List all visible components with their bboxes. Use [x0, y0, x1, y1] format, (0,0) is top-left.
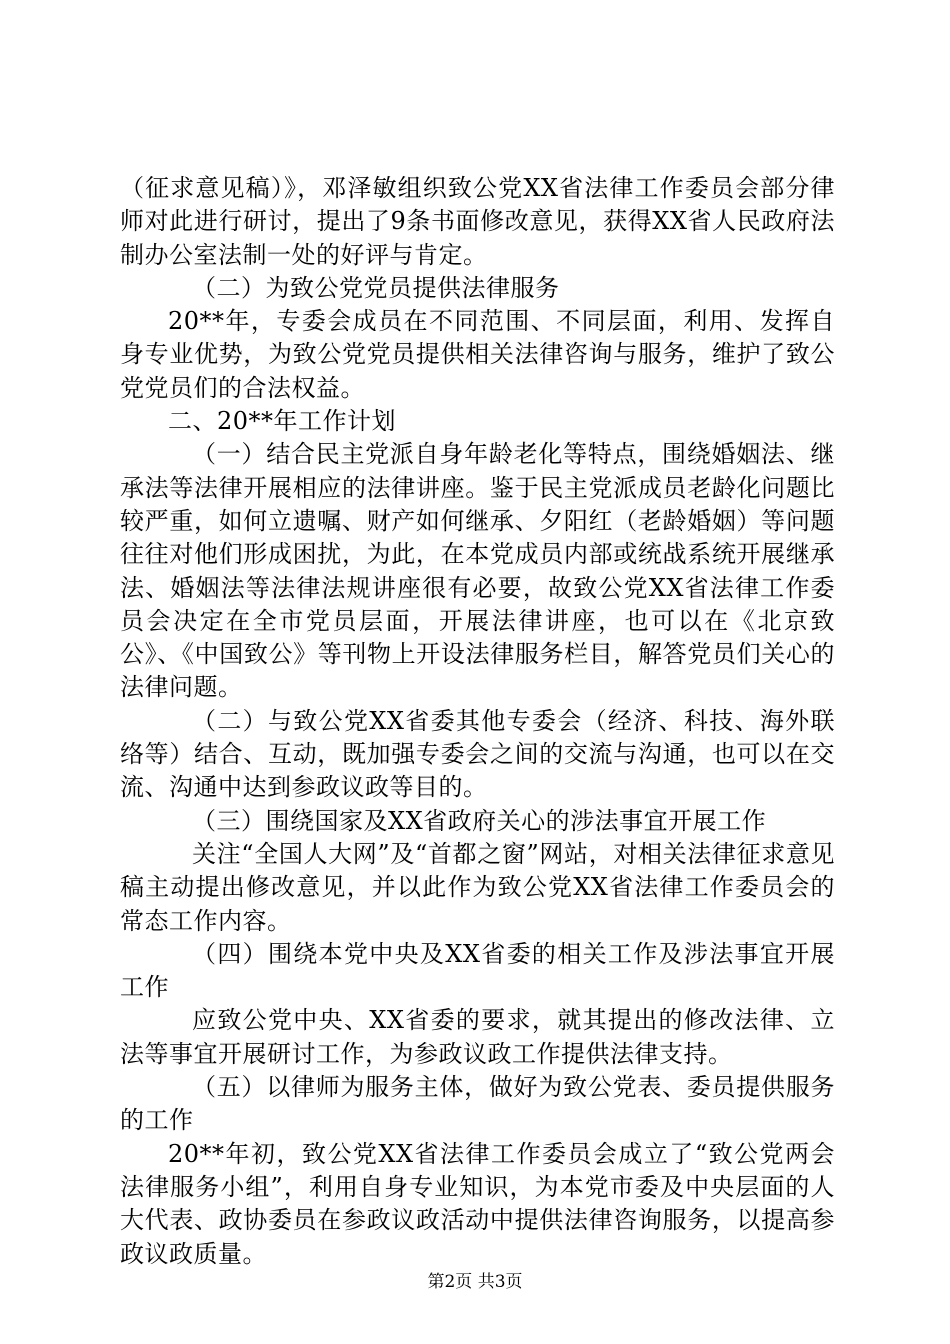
paragraph-continuation: （征求意见稿）》，邓泽敏组织致公党XX省法律工作委员会部分律师对此进行研讨，提出了9条书面修改意见，获得XX省人民政府法制办公室法制一处的好评与肯定。 [120, 174, 835, 269]
section-heading-legal-services: （二）为致公党党员提供法律服务 [192, 273, 560, 302]
subheading: （五）以律师为服务主体，做好为致公党表、委员提供服务的工作 [120, 1073, 835, 1135]
paragraph: 20**年初，致公党XX省法律工作委员会成立了“致公党两会法律服务小组”，利用自身专业知识，为本党市委及中央层面的人大代表、政协委员在参政议政活动中提供法律咨询服务，以提高参政议政质量。 [120, 1139, 835, 1268]
paragraph: 20**年，专委会成员在不同范围、不同层面，利用、发挥自身专业优势，为致公党党员提供相关法律咨询与服务，维护了致公党党员们的合法权益。 [120, 307, 835, 402]
page-footer: 第2页 共3页 [427, 1272, 523, 1292]
paragraph: （二）与致公党XX省委其他专委会（经济、科技、海外联络等）结合、互动，既加强专委会之间的交流与沟通，也可以在交流、沟通中达到参政议政等目的。 [120, 706, 835, 802]
subheading: （四）围绕本党中央及XX省委的相关工作及涉法事宜开展工作 [120, 939, 835, 1002]
paragraph: （一）结合民主党派自身年龄老化等特点，围绕婚姻法、继承法等法律开展相应的法律讲座。鉴于民主党派成员老龄化问题比较严重，如何立遗嘱、财产如何继承、夕阳红（老龄婚姻）等问题往往对他们形成困扰，为此，在本党成员内部或统战系统开展继承法、婚姻法等法律法规讲座很有必要，故致公党XX省法律工作委员会决定在全市党员层面，开展法律讲座，也可以在《北京致公》、《中国致公》等刊物上开设法律服务栏目，解答党员们关心的法律问题。 [120, 440, 835, 702]
subheading: （三）围绕国家及XX省政府关心的涉法事宜开展工作 [192, 806, 767, 835]
paragraph: 应致公党中央、XX省委的要求，就其提出的修改法律、立法等事宜开展研讨工作，为参政议政工作提供法律支持。 [120, 1006, 835, 1068]
section-heading-work-plan: 二、20**年工作计划 [168, 407, 397, 436]
paragraph: 关注“全国人大网”及“首都之窗”网站，对相关法律征求意见稿主动提出修改意见，并以此作为致公党XX省法律工作委员会的常态工作内容。 [120, 839, 835, 935]
document-body [120, 172, 835, 1271]
